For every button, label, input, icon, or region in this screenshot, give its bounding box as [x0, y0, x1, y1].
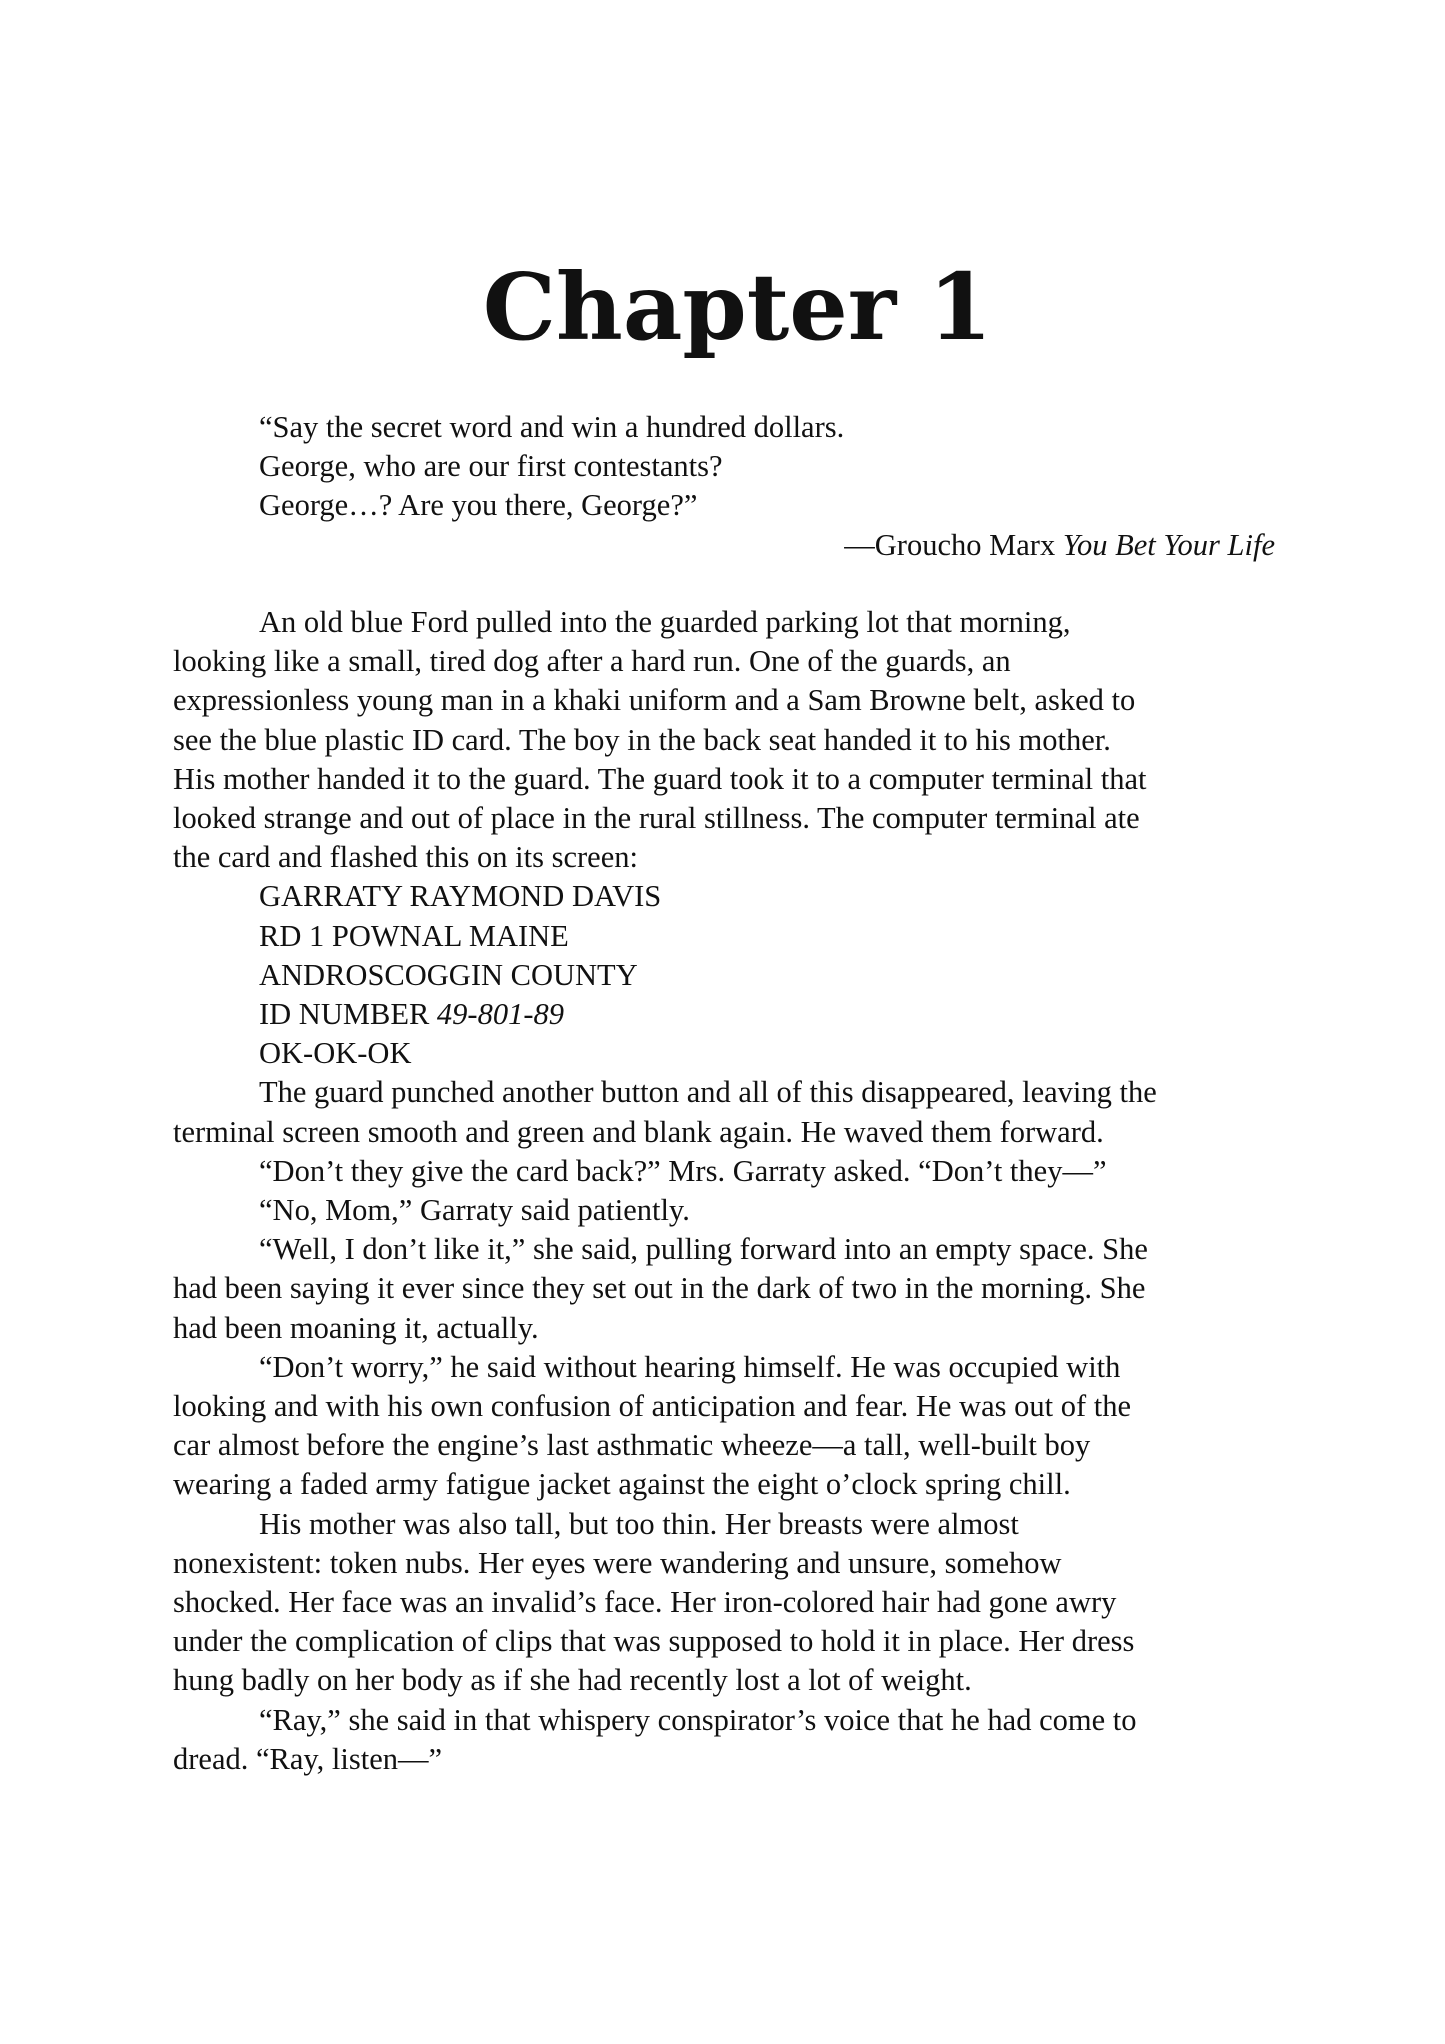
- body-line: had been saying it ever since they set out in the dark of two in the morning. She: [173, 1271, 1146, 1306]
- epigraph: [259, 408, 1279, 565]
- screen-readout-line: ANDROSCOGGIN COUNTY: [259, 957, 638, 992]
- screen-readout-line: RD 1 POWNAL MAINE: [259, 918, 569, 953]
- body-line: The guard punched another button and all of this disappeared, leaving the: [259, 1075, 1157, 1110]
- body-line: shocked. Her face was an invalid’s face. Her iron-colored hair had gone awry: [173, 1585, 1117, 1620]
- body-line: the card and flashed this on its screen:: [173, 840, 638, 875]
- screen-readout-id-line: [173, 995, 1279, 1034]
- body-line: His mother was also tall, but too thin. Her breasts were almost: [259, 1506, 1019, 1541]
- epigraph-line: George…? Are you there, George?”: [259, 488, 698, 523]
- body-line: expressionless young man in a khaki uniform and a Sam Browne belt, asked to: [173, 683, 1136, 718]
- epigraph-work-title: You Bet Your Life: [1062, 527, 1275, 562]
- body-line: nonexistent: token nubs. Her eyes were wandering and unsure, somehow: [173, 1545, 1062, 1580]
- body-line: looking and with his own confusion of anticipation and fear. He was out of the: [173, 1389, 1132, 1424]
- epigraph-attribution: [259, 526, 1279, 565]
- epigraph-line: George, who are our first contestants?: [259, 449, 723, 484]
- body-line: “No, Mom,” Garraty said patiently.: [259, 1193, 690, 1228]
- screen-readout-line: GARRATY RAYMOND DAVIS: [259, 879, 662, 914]
- body-line: terminal screen smooth and green and blank again. He waved them forward.: [173, 1114, 1104, 1149]
- epigraph-author: —Groucho Marx: [844, 527, 1063, 562]
- body-line: An old blue Ford pulled into the guarded parking lot that morning,: [259, 605, 1071, 639]
- body-line: His mother handed it to the guard. The guard took it to a computer terminal that: [173, 761, 1147, 796]
- body-line: see the blue plastic ID card. The boy in the back seat handed it to his mother.: [173, 722, 1111, 757]
- body-line: “Well, I don’t like it,” she said, pulling forward into an empty space. She: [259, 1232, 1148, 1267]
- chapter-body: [173, 603, 1279, 1779]
- body-line: “Don’t they give the card back?” Mrs. Garraty asked. “Don’t they—”: [259, 1153, 1107, 1188]
- body-line: wearing a faded army fatigue jacket against the eight o’clock spring chill.: [173, 1467, 1071, 1502]
- body-line: car almost before the engine’s last asthmatic wheeze—a tall, well-built boy: [173, 1428, 1091, 1463]
- screen-readout-line: OK-OK-OK: [259, 1036, 412, 1071]
- body-line: dread. “Ray, listen—”: [173, 1741, 443, 1776]
- epigraph-line: “Say the secret word and win a hundred dollars.: [259, 410, 845, 444]
- body-line: looked strange and out of place in the rural stillness. The computer terminal ate: [173, 801, 1140, 836]
- body-line: looking like a small, tired dog after a hard run. One of the guards, an: [173, 644, 1011, 679]
- body-line: had been moaning it, actually.: [173, 1310, 539, 1345]
- body-line: “Ray,” she said in that whispery conspirator’s voice that he had come to: [259, 1702, 1137, 1737]
- body-line: “Don’t worry,” he said without hearing himself. He was occupied with: [259, 1349, 1121, 1384]
- id-number-label: ID NUMBER: [259, 997, 437, 1032]
- chapter-title: Chapter 1: [482, 253, 993, 361]
- body-line: hung badly on her body as if she had recently lost a lot of weight.: [173, 1663, 972, 1698]
- id-number-value: 49-801-89: [436, 997, 564, 1032]
- body-line: under the complication of clips that was supposed to hold it in place. Her dress: [173, 1624, 1135, 1659]
